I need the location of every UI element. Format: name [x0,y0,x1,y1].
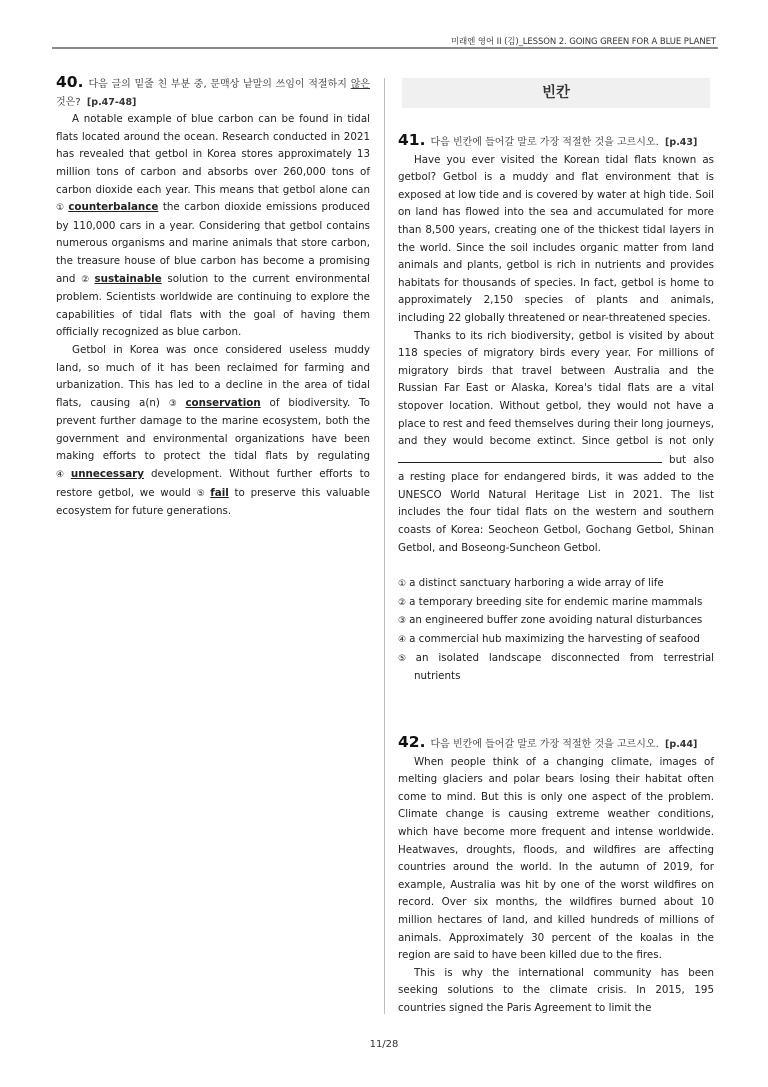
header-rule [52,47,718,49]
passage-paragraph-1: A notable example of blue carbon can be found in tidal flats located around the ocean. Research conducted in 2021 has revealed that getbol in Korea stores approximately 13 million tons of carbon and absorbs over 260,000 tons of carbon dioxide each year. This means that getbol alone can ① counterbalance the carbon dioxide emissions produced by 110,000 cars in a year. Considering that getbol contains numerous organisms and marine animals that store carbon, the treasure house of blue carbon has become a promising and ② sustainable solution to the current environmental problem. Scientists worldwide are continuing to explore the capabilities of tidal flats with the goal of having them officially recognized as blue carbon. [56,113,370,339]
marker-5: ⑤ [196,488,208,499]
passage-paragraph-1: When people think of a changing climate, images of melting glaciers and polar bears losing their habitat often come to mind. But this is only one aspect of the problem. Climate change is causing extreme weather conditions, which have become more frequent and intense worldwide. Heatwaves, droughts, floods, and wildfires are affecting countries around the world. In the autumn of 2019, for example, Australia was hit by one of the worst wildfires on record. Over six months, the wildfires burned about 10 million hectares of land, and killed hundreds of millions of animals. Approximately 30 percent of the koalas in the region are said to have been killed due to the fires. [398,755,714,962]
page-reference: [p.43] [665,137,698,148]
marker-3: ③ [168,398,183,409]
option-2[interactable]: ② a temporary breeding site for endemic marine mammals [398,595,703,608]
option-3[interactable]: ③ an engineered buffer zone avoiding natural disturbances [398,614,703,627]
question-40-header [56,74,370,111]
column-divider [384,78,385,1014]
question-number: 40. [56,73,84,91]
passage-paragraph-2: Thanks to its rich biodiversity, getbol is visited by about 118 species of migratory birds every year. For millions of migratory birds that travel between Australia and the Russian Far East or Alaska, Korea's tidal flats are a vital stopover location. Without getbol, they would not have a place to rest and feed themselves during their long journeys, and they would become extinct. Since getbol is not only but also a resting place for endangered birds, it was added to the UNESCO World Natural Heritage List in 2021. The list includes the four tidal flats on the western and southern coasts of Korea: Seocheon Getbol, Gochang Getbol, Shinan Getbol, and Boseong-Suncheon Getbol. [398,329,714,554]
question-prompt: 다음 글의 밑줄 친 부분 중, 문맥상 낱말의 쓰임이 적절하지 [88,79,347,90]
underlined-word-3: conservation [185,396,261,409]
question-number: 42. [398,733,426,751]
question-number: 41. [398,131,426,149]
passage-paragraph-2: This is why the international community has been seeking solutions to the climate crisis. In 2015, 195 countries signed the Paris Agreement to limit the [398,966,714,1014]
marker-2: ② [81,274,92,285]
right-column [398,78,714,686]
question-prompt: 다음 빈칸에 들어갈 말로 가장 적절한 것을 고르시오. [430,739,659,750]
underlined-word-4: unnecessary [70,468,144,481]
underlined-word-2: sustainable [94,272,162,285]
question-42-header [398,734,714,754]
page-header-title: 미래엔 영어 II (김)_LESSON 2. GOING GREEN FOR A BLUE PLANET [450,37,716,47]
underlined-word-1: counterbalance [68,201,159,214]
marker-1: ① [56,203,66,214]
page-reference: [p.47-48] [86,96,137,108]
question-42 [398,734,714,1018]
answer-blank [398,451,662,463]
passage-paragraph-2: Getbol in Korea was once considered useless muddy land, so much of it has been reclaimed for farming and urbanization. This has led to a decline in the area of tidal flats, causing a(n) ③ conservation of biodiversity. To prevent further damage to the marine ecosystem, both the government and environmental organizations have been making efforts to protect the tidal flats by regulating ④ unnecessary development. Without further efforts to restore getbol, we would ⑤ fail to preserve this valuable ecosystem for future generations. [56,343,370,518]
page-number: 11/28 [369,1039,399,1050]
answer-options [398,575,714,686]
section-title-box: 빈칸 [402,78,710,108]
question-prompt-underlined: 않은 [350,79,371,90]
question-prompt-end: 것은? [56,96,81,108]
question-41-header [398,132,714,152]
passage-paragraph-1: Have you ever visited the Korean tidal flats known as getbol? Getbol is a muddy and flat environment that is exposed at low tide and is covered by water at high tide. Soil on land has flowed into the sea and accumulated for more than 8,500 years, creating one of the thickest tidal layers in the world. Since the soil includes organic matter from land animals and plants, getbol is rich in nutrients and provides habitats for thousands of species. In fact, getbol is home to approximately 2,150 species of plants and animals, including 22 globally threatened or near-threatened species. [398,153,714,324]
question-prompt: 다음 빈칸에 들어갈 말로 가장 적절한 것을 고르시오. [430,137,659,148]
option-1[interactable]: ① a distinct sanctuary harboring a wide array of life [398,577,664,590]
page-reference: [p.44] [665,739,698,750]
option-5[interactable]: ⑤ an isolated landscape disconnected from terrestrial nutrients [398,651,714,683]
question-40 [56,74,370,521]
underlined-word-5: fail [210,486,229,499]
option-4[interactable]: ④ a commercial hub maximizing the harvesting of seafood [398,633,700,646]
marker-4: ④ [56,470,68,481]
